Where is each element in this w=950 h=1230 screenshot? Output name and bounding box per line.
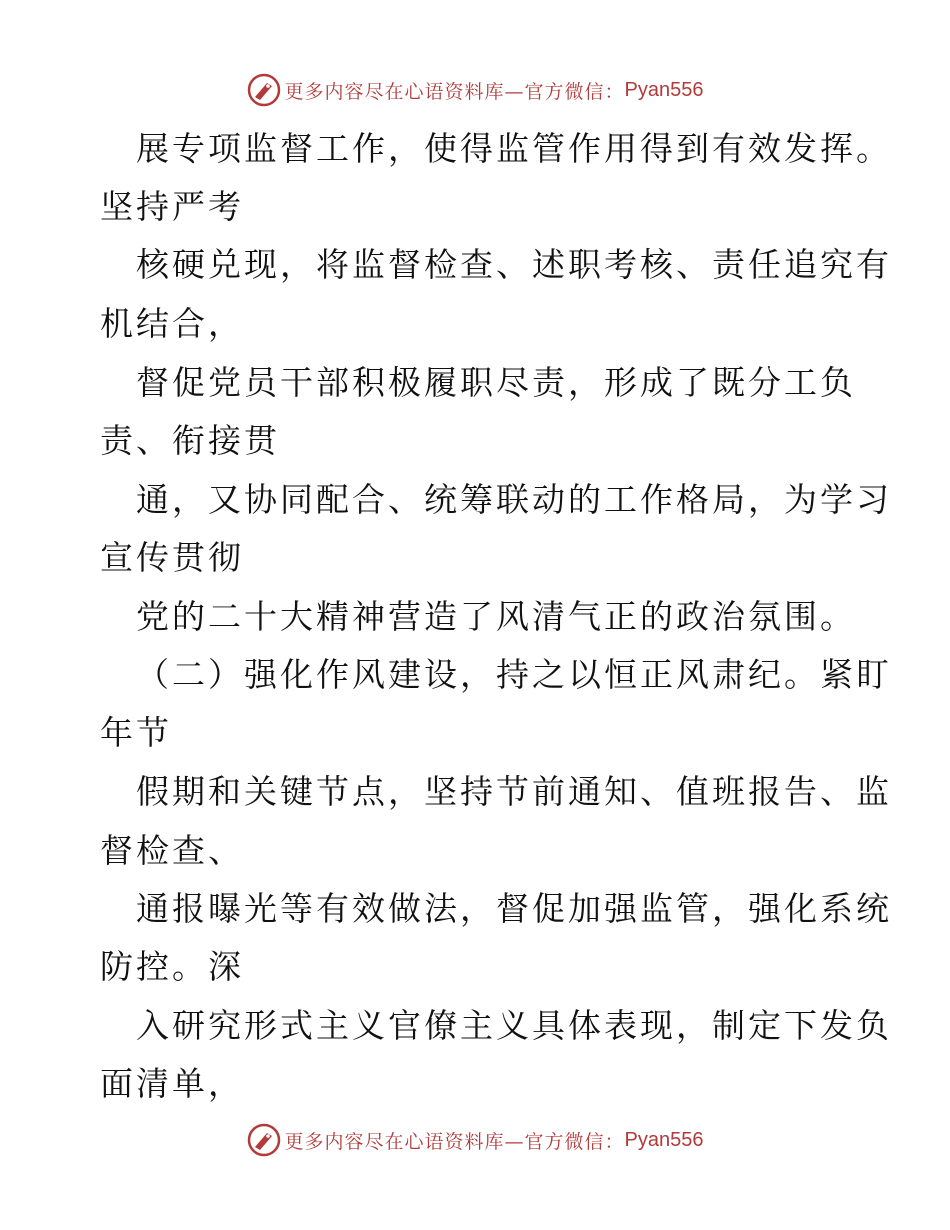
text-line: 机结合，	[100, 304, 244, 343]
text-line: 展专项监督工作，使得监管作用得到有效发挥。	[136, 129, 892, 168]
text-line: 督检查、	[100, 831, 244, 870]
pen-nib-logo-icon	[247, 1123, 281, 1157]
footer-watermark	[0, 1120, 950, 1160]
text-line: 面清单，	[100, 1064, 244, 1103]
text-line: 通，又协同配合、统筹联动的工作格局，为学习	[136, 480, 892, 519]
text-line: 防控。深	[100, 947, 244, 986]
footer-text: 更多内容尽在心语资料库—官方微信：	[284, 1130, 625, 1153]
text-line: 入研究形式主义官僚主义具体表现，制定下发负	[136, 1006, 892, 1045]
text-line: 宣传贯彻	[100, 538, 244, 577]
footer-wechat-id: Pyan556	[624, 1128, 704, 1151]
header-text: 更多内容尽在心语资料库—官方微信：	[284, 80, 625, 103]
text-line: 坚持严考	[100, 187, 244, 226]
text-line: （二）强化作风建设，持之以恒正风肃纪。紧盯	[136, 655, 892, 694]
header-wechat-id: Pyan556	[624, 78, 704, 101]
text-line: 通报曝光等有效做法，督促加强监管，强化系统	[136, 889, 892, 928]
text-line: 党的二十大精神营造了风清气正的政治氛围。	[136, 597, 856, 636]
text-line: 假期和关键节点，坚持节前通知、值班报告、监	[136, 772, 892, 811]
text-line: 督促党员干部积极履职尽责，形成了既分工负	[136, 363, 856, 402]
text-line: 核硬兑现，将监督检查、述职考核、责任追究有	[136, 245, 892, 284]
text-line: 年节	[100, 713, 172, 752]
text-line: 责、衔接贯	[100, 421, 280, 460]
